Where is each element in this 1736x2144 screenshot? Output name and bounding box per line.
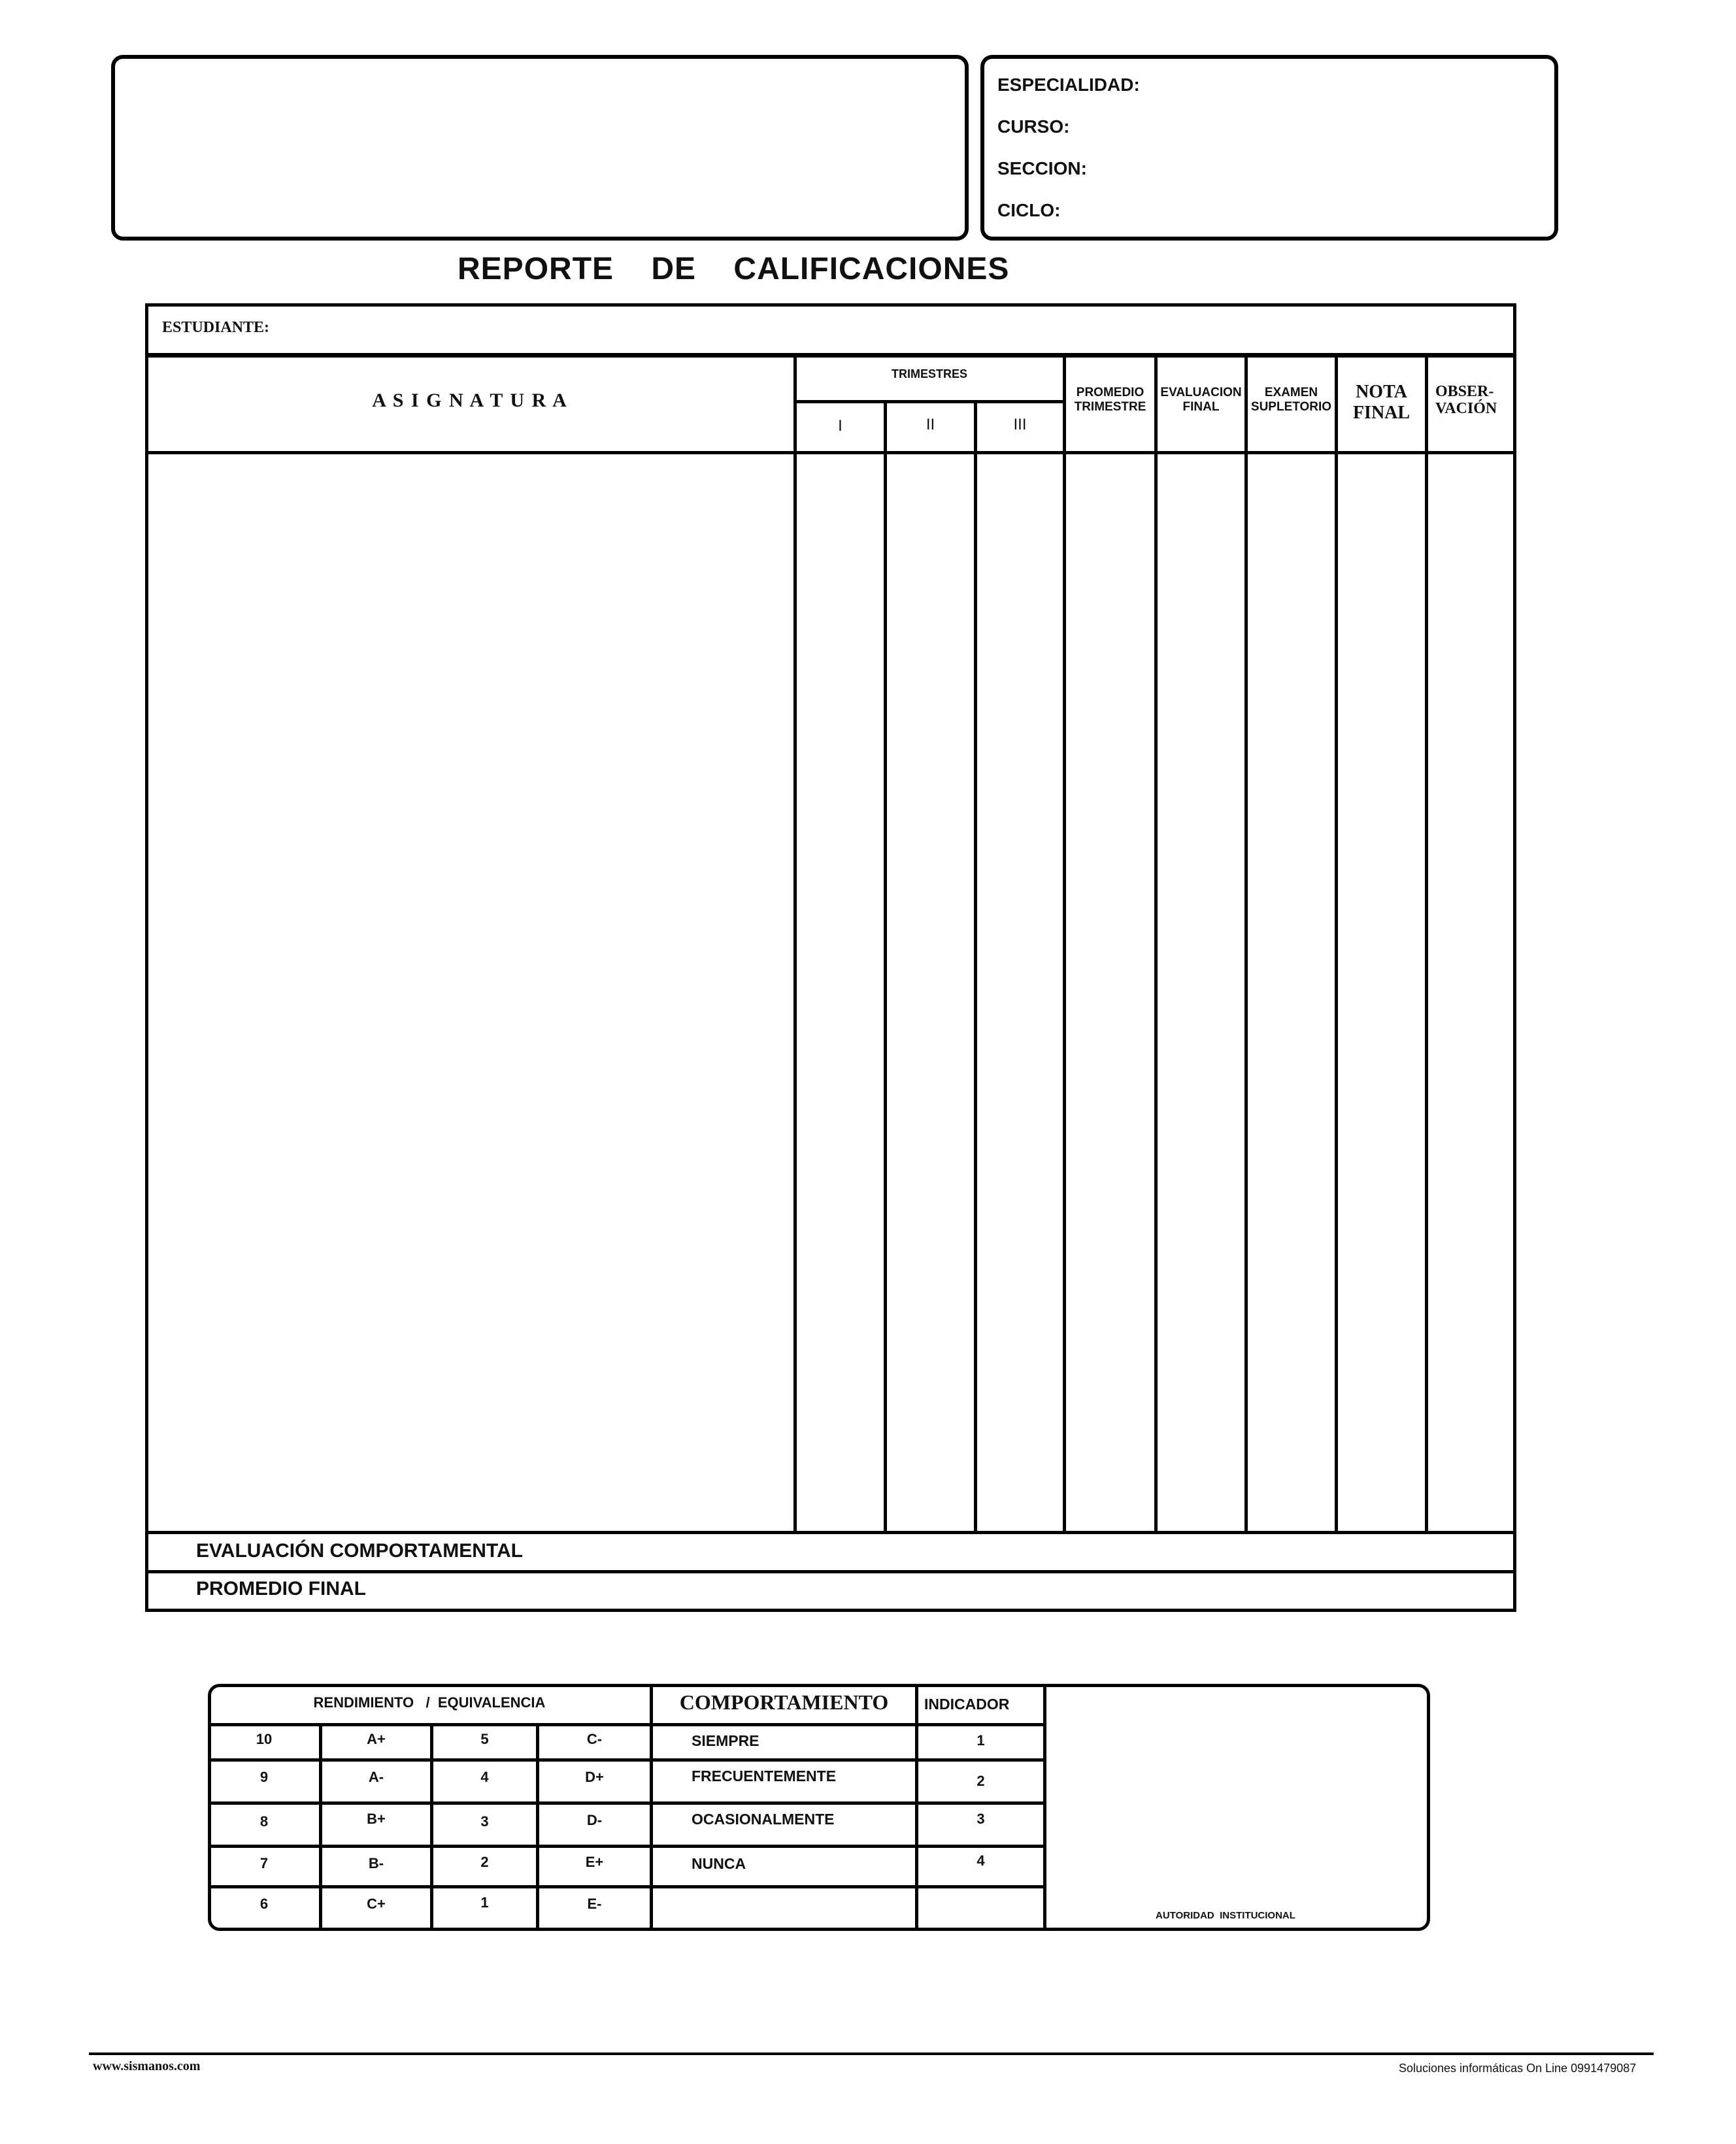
rend-r5-c1: 6 bbox=[259, 1896, 269, 1912]
rend-r1-c1: 10 bbox=[256, 1731, 273, 1747]
rend-r3-c3: 3 bbox=[480, 1813, 489, 1830]
legend-row-line-3 bbox=[209, 1845, 1044, 1848]
legend-line-comportamiento-end bbox=[915, 1685, 918, 1930]
rend-r1-c3: 5 bbox=[480, 1731, 489, 1747]
col-line-t3 bbox=[1063, 356, 1066, 1533]
label-ciclo: CICLO: bbox=[997, 200, 1061, 220]
nota-header-line2: FINAL bbox=[1352, 403, 1410, 423]
footer-credit: Soluciones informáticas On Line 0991479087 bbox=[1399, 2062, 1637, 2075]
col-line-evaluacion bbox=[1244, 356, 1248, 1533]
legend-row-line-1 bbox=[209, 1758, 1044, 1762]
rend-r3-c2: B+ bbox=[367, 1811, 386, 1827]
comport-r1-label: SIEMPRE bbox=[692, 1732, 760, 1749]
rend-r5-c3: 1 bbox=[480, 1894, 489, 1911]
comport-r3-indicator: 3 bbox=[976, 1811, 985, 1827]
student-label: ESTUDIANTE: bbox=[162, 319, 270, 336]
grades-table bbox=[145, 303, 1516, 1612]
observacion-header-line1: OBSER- bbox=[1435, 383, 1494, 400]
evaluacion-header bbox=[1158, 386, 1244, 414]
nota-header-line1: NOTA bbox=[1356, 382, 1407, 402]
promedio-header bbox=[1066, 386, 1154, 414]
comport-r3-label: OCASIONALMENTE bbox=[692, 1811, 835, 1828]
subject-header: A S I G N A T U R A bbox=[372, 390, 568, 411]
legend-row-line-0 bbox=[209, 1723, 1044, 1726]
student-row-divider bbox=[145, 353, 1516, 358]
footer-rule bbox=[89, 2052, 1654, 2055]
evaluacion-header-line1: EVALUACION bbox=[1160, 386, 1242, 399]
examen-header bbox=[1248, 386, 1335, 414]
trimestre-3-header: III bbox=[1013, 416, 1027, 433]
comport-r2-label: FRECUENTEMENTE bbox=[692, 1767, 837, 1784]
comport-r4-indicator: 4 bbox=[976, 1852, 985, 1869]
legend-table bbox=[208, 1684, 1430, 1931]
trimestres-divider bbox=[795, 400, 1065, 403]
rend-r4-c2: B- bbox=[368, 1855, 384, 1871]
evaluacion-comportamental-label: EVALUACIÓN COMPORTAMENTAL bbox=[196, 1540, 523, 1562]
promedio-final-label: PROMEDIO FINAL bbox=[196, 1578, 366, 1600]
page-title: REPORTE DE CALIFICACIONES bbox=[458, 252, 1010, 286]
col-line-examen bbox=[1335, 356, 1338, 1533]
col-line-subject bbox=[793, 356, 797, 1533]
rend-r1-c2: A+ bbox=[367, 1731, 386, 1747]
comport-r2-indicator: 2 bbox=[976, 1773, 985, 1789]
footer-row-divider bbox=[145, 1570, 1516, 1573]
trimestres-header: TRIMESTRES bbox=[891, 367, 967, 380]
legend-row-line-4 bbox=[209, 1885, 1044, 1888]
body-bottom-divider bbox=[145, 1531, 1516, 1534]
comport-r4-label: NUNCA bbox=[692, 1855, 746, 1872]
examen-header-line1: EXAMEN bbox=[1264, 386, 1318, 399]
label-curso: CURSO: bbox=[997, 116, 1070, 137]
nota-final-header bbox=[1338, 382, 1425, 424]
rend-r2-c4: D+ bbox=[585, 1769, 604, 1785]
col-line-promedio bbox=[1154, 356, 1158, 1533]
promedio-header-line2: TRIMESTRE bbox=[1074, 400, 1146, 414]
footer-website: www.sismanos.com bbox=[93, 2059, 201, 2073]
col-line-t2 bbox=[974, 401, 977, 1533]
rend-r3-c1: 8 bbox=[259, 1813, 269, 1830]
trimestre-1-header: I bbox=[838, 417, 843, 435]
rend-r2-c1: 9 bbox=[259, 1769, 269, 1785]
comport-r1-indicator: 1 bbox=[976, 1732, 985, 1749]
label-seccion: SECCION: bbox=[997, 158, 1087, 178]
rend-r5-c2: C+ bbox=[367, 1896, 386, 1912]
signature-label: AUTORIDAD INSTITUCIONAL bbox=[1156, 1910, 1295, 1921]
header-row-divider bbox=[145, 451, 1516, 454]
rend-r4-c4: E+ bbox=[585, 1854, 604, 1870]
rend-r5-c4: E- bbox=[587, 1896, 602, 1912]
col-line-t1 bbox=[884, 401, 887, 1533]
label-especialidad: ESPECIALIDAD: bbox=[997, 75, 1140, 95]
legend-row-line-2 bbox=[209, 1801, 1044, 1805]
rendimiento-header: RENDIMIENTO / EQUIVALENCIA bbox=[313, 1694, 546, 1711]
course-info-box bbox=[980, 55, 1558, 241]
rend-r3-c4: D- bbox=[586, 1812, 603, 1828]
col-line-nota bbox=[1425, 356, 1428, 1533]
observacion-header-line2: VACIÓN bbox=[1435, 400, 1497, 417]
rend-r4-c3: 2 bbox=[480, 1854, 489, 1870]
school-info-box bbox=[111, 55, 969, 241]
comportamiento-header: COMPORTAMIENTO bbox=[679, 1690, 889, 1714]
indicador-header: INDICADOR bbox=[924, 1696, 1010, 1713]
rend-r1-c4: C- bbox=[586, 1731, 603, 1747]
legend-line-rendimiento-end bbox=[650, 1685, 653, 1930]
examen-header-line2: SUPLETORIO bbox=[1250, 400, 1332, 414]
rend-r2-c3: 4 bbox=[480, 1769, 489, 1785]
evaluacion-header-line2: FINAL bbox=[1182, 400, 1220, 414]
rend-r4-c1: 7 bbox=[259, 1855, 269, 1871]
rend-r2-c2: A- bbox=[368, 1769, 384, 1785]
trimestre-2-header: II bbox=[926, 416, 935, 433]
legend-line-indicador-end bbox=[1043, 1685, 1046, 1930]
promedio-header-line1: PROMEDIO bbox=[1076, 386, 1144, 399]
observacion-header bbox=[1435, 383, 1512, 417]
